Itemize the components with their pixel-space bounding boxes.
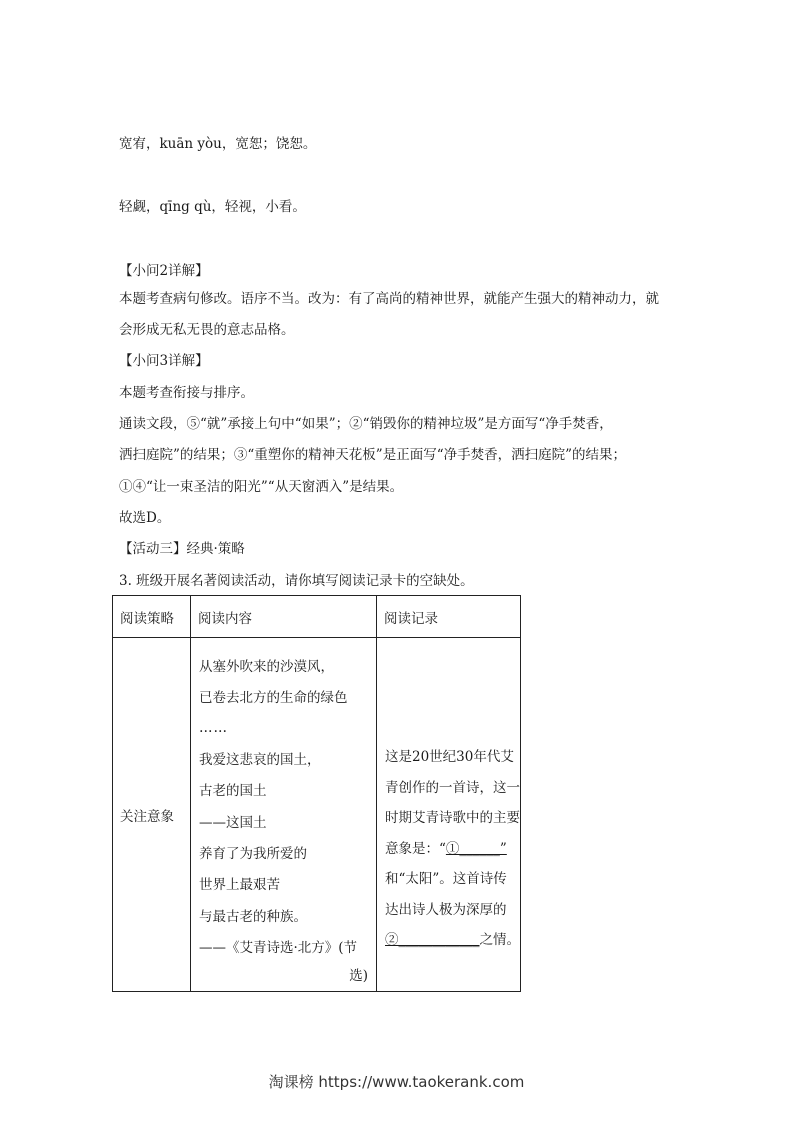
record-cell bbox=[377, 638, 521, 992]
record-line: 青创作的一首诗，这一 bbox=[385, 779, 520, 796]
paragraph-line: 会形成无私无畏的意志品格。 bbox=[119, 322, 295, 338]
table-row bbox=[113, 638, 521, 992]
paragraph-line: 通读文段，⑤“就”承接上句中“如果”；②“销毁你的精神垃圾”是方面写“净手焚香， bbox=[119, 416, 613, 432]
record-line: 这是20世纪30年代艾 bbox=[385, 749, 514, 765]
table-header-row bbox=[113, 596, 521, 638]
poem-line: ——这国土 bbox=[199, 814, 267, 831]
question-3: 3. 班级开展名著阅读活动，请你填写阅读记录卡的空缺处。 bbox=[119, 573, 474, 589]
strategy-cell: 关注意象 bbox=[113, 638, 191, 992]
heading-activity3: 【活动三】经典·策略 bbox=[119, 541, 245, 557]
poem-line: 与最古老的种族。 bbox=[199, 908, 307, 925]
answer-line: 故选D。 bbox=[119, 510, 171, 526]
record-text: 之情。 bbox=[479, 932, 520, 948]
record-line bbox=[385, 925, 520, 956]
record-text: 意象是：“ bbox=[385, 840, 446, 857]
poem-line: 从塞外吹来的沙漠风， bbox=[199, 659, 334, 675]
header-strategy: 阅读策略 bbox=[113, 596, 191, 638]
record-line: 和“太阳”。这首诗传 bbox=[385, 871, 507, 887]
reading-record-table bbox=[112, 595, 521, 992]
poem-ellipsis: …… bbox=[199, 719, 228, 736]
poem-line: 世界上最艰苦 bbox=[199, 877, 280, 894]
poem-source-end: 选) bbox=[349, 968, 368, 985]
record-line: 时期艾青诗歌中的主要 bbox=[385, 810, 520, 826]
poem-source: ——《艾青诗选·北方》(节 bbox=[199, 940, 358, 957]
answer-blank-1[interactable]: ①______” bbox=[445, 840, 507, 857]
footer-watermark: 淘课榜 https://www.taokerank.com bbox=[268, 1073, 525, 1091]
header-record: 阅读记录 bbox=[377, 596, 521, 638]
paragraph-line: 本题考查衔接与排序。 bbox=[119, 385, 254, 401]
heading-q2: 【小问2详解】 bbox=[119, 263, 209, 279]
paragraph-line: ①④“让一束圣洁的阳光”“从天窗洒入”是结果。 bbox=[119, 479, 404, 495]
poem-line: 古老的国土 bbox=[199, 783, 267, 800]
content-cell bbox=[191, 638, 377, 992]
header-content: 阅读内容 bbox=[191, 596, 377, 638]
heading-q3: 【小问3详解】 bbox=[119, 353, 209, 369]
answer-blank-2[interactable]: ②____________ bbox=[385, 932, 480, 948]
poem-line: 养育了为我所爱的 bbox=[199, 846, 307, 863]
poem-line: 我爱这悲哀的国土， bbox=[199, 751, 321, 768]
record-line bbox=[385, 834, 512, 865]
paragraph-line: 本题考查病句修改。语序不当。改为：有了高尚的精神世界，就能产生强大的精神动力，就 bbox=[119, 291, 659, 307]
line-qingqu: 轻觑，qīng qù，轻视，小看。 bbox=[119, 199, 306, 215]
record-line: 达出诗人极为深厚的 bbox=[385, 901, 507, 918]
line-kuanyou: 宽宥，kuān yòu，宽恕；饶恕。 bbox=[119, 136, 317, 152]
paragraph-line: 洒扫庭院”的结果；③“重塑你的精神天花板”是正面写“净手焚香，洒扫庭院”的结果； bbox=[119, 447, 627, 463]
poem-line: 已卷去北方的生命的绿色 bbox=[199, 690, 348, 707]
